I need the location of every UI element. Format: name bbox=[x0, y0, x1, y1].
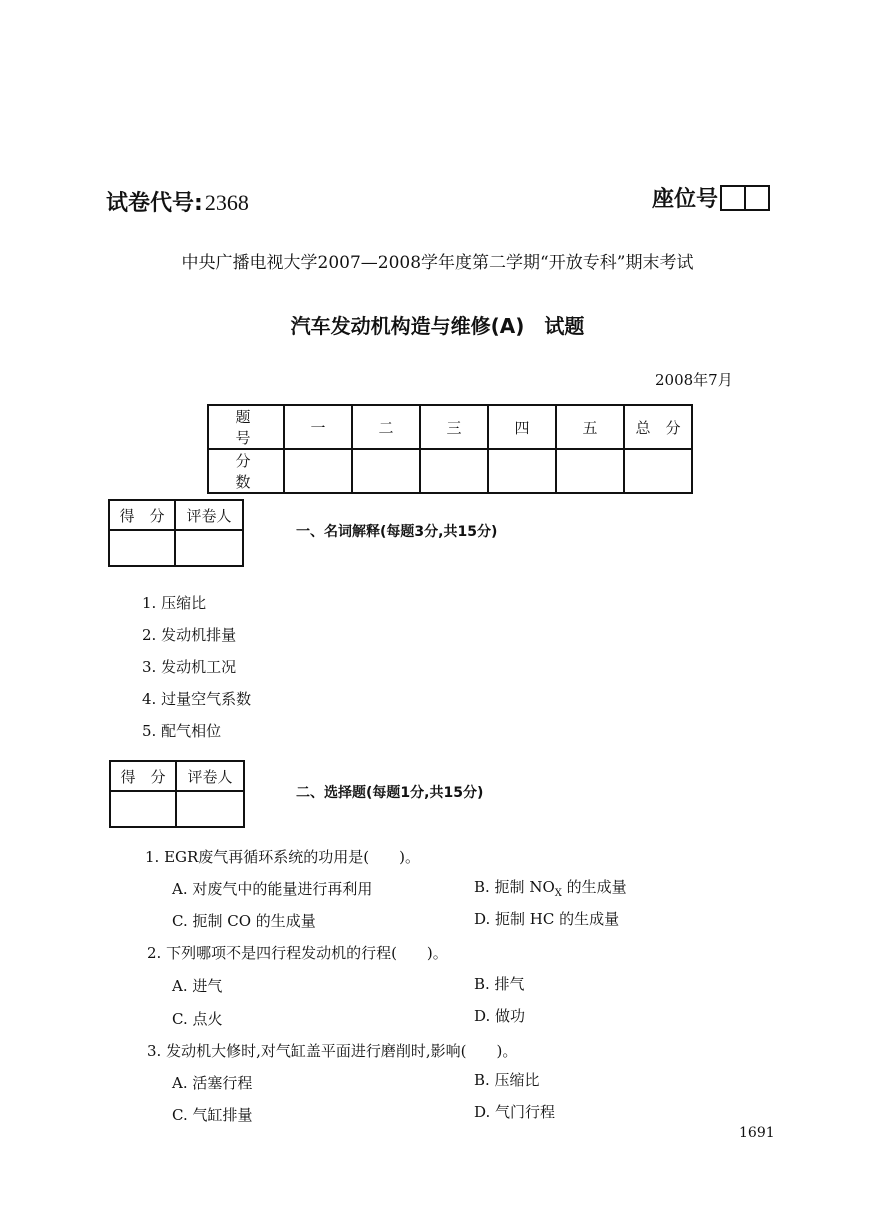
section-heading: 一、名词解释(每题3分,共15分) bbox=[296, 524, 498, 540]
option-a: A. 活塞行程 bbox=[172, 1074, 253, 1092]
paper-code-label: 试卷代号: bbox=[106, 191, 203, 216]
option-a: A. 对废气中的能量进行再利用 bbox=[172, 880, 373, 898]
score-table-header-cell: 题 号 bbox=[208, 405, 284, 449]
score-table-header-row bbox=[208, 405, 692, 449]
grader-name-cell bbox=[176, 791, 244, 827]
grader-name-cell bbox=[175, 530, 243, 566]
score-table-header-cell: 二 bbox=[352, 405, 420, 449]
exam-title: 中央广播电视大学2007—2008学年度第二学期“开放专科”期末考试 bbox=[181, 253, 694, 273]
term-item: 3. 发动机工况 bbox=[142, 658, 237, 676]
seat-box bbox=[746, 185, 770, 211]
seat-box bbox=[720, 185, 746, 211]
option-d: D. 气门行程 bbox=[474, 1103, 556, 1121]
score-table bbox=[207, 404, 693, 494]
grader-score-label: 得 分 bbox=[110, 761, 176, 791]
seat-label: 座位号 bbox=[652, 187, 719, 212]
term-item: 1. 压缩比 bbox=[142, 594, 207, 612]
score-cell bbox=[488, 449, 556, 493]
grader-name-label: 评卷人 bbox=[176, 761, 244, 791]
question-stem: 1. EGR废气再循环系统的功用是( )。 bbox=[145, 848, 421, 866]
section-heading: 二、选择题(每题1分,共15分) bbox=[296, 785, 484, 801]
score-table-score-row bbox=[208, 449, 692, 493]
grader-score-cell bbox=[110, 791, 176, 827]
score-table-header-cell: 五 bbox=[556, 405, 624, 449]
grader-score-label: 得 分 bbox=[109, 500, 175, 530]
option-b: B. 压缩比 bbox=[474, 1071, 540, 1089]
option-c: C. 扼制 CO 的生成量 bbox=[172, 912, 316, 930]
grader-name-label: 评卷人 bbox=[175, 500, 243, 530]
score-table-header-cell: 一 bbox=[284, 405, 352, 449]
seat-number bbox=[652, 182, 770, 213]
option-c: C. 气缸排量 bbox=[172, 1106, 253, 1124]
option-c: C. 点火 bbox=[172, 1010, 223, 1028]
option-b-subscript: X bbox=[554, 888, 562, 899]
option-b-text-suffix: 的生成量 bbox=[561, 878, 627, 896]
paper-code bbox=[106, 186, 249, 217]
grader-score-cell bbox=[109, 530, 175, 566]
score-cell bbox=[352, 449, 420, 493]
paper-code-value: 2368 bbox=[204, 190, 249, 215]
exam-date: 2008年7月 bbox=[655, 371, 733, 389]
score-cell bbox=[420, 449, 488, 493]
term-item: 2. 发动机排量 bbox=[142, 626, 237, 644]
option-b-text: B. 扼制 NO bbox=[474, 878, 555, 896]
option-b: B. 排气 bbox=[474, 975, 525, 993]
term-item: 5. 配气相位 bbox=[142, 722, 222, 740]
question-stem: 2. 下列哪项不是四行程发动机的行程( )。 bbox=[147, 944, 448, 962]
score-table-header-cell: 总 分 bbox=[624, 405, 692, 449]
score-table-row-label: 分 数 bbox=[208, 449, 284, 493]
question-stem: 3. 发动机大修时,对气缸盖平面进行磨削时,影响( )。 bbox=[147, 1042, 518, 1060]
seat-boxes bbox=[720, 185, 770, 211]
option-b bbox=[474, 876, 627, 899]
score-table-header-cell: 四 bbox=[488, 405, 556, 449]
page-number: 1691 bbox=[739, 1125, 775, 1141]
option-d: D. 扼制 HC 的生成量 bbox=[474, 910, 620, 928]
option-a: A. 进气 bbox=[172, 977, 223, 995]
grader-box bbox=[109, 760, 245, 828]
score-cell bbox=[556, 449, 624, 493]
score-cell bbox=[624, 449, 692, 493]
term-item: 4. 过量空气系数 bbox=[142, 690, 252, 708]
grader-box bbox=[108, 499, 244, 567]
option-d: D. 做功 bbox=[474, 1007, 526, 1025]
subject-title: 汽车发动机构造与维修(A) 试题 bbox=[290, 314, 585, 338]
score-table-header-cell: 三 bbox=[420, 405, 488, 449]
score-cell bbox=[284, 449, 352, 493]
